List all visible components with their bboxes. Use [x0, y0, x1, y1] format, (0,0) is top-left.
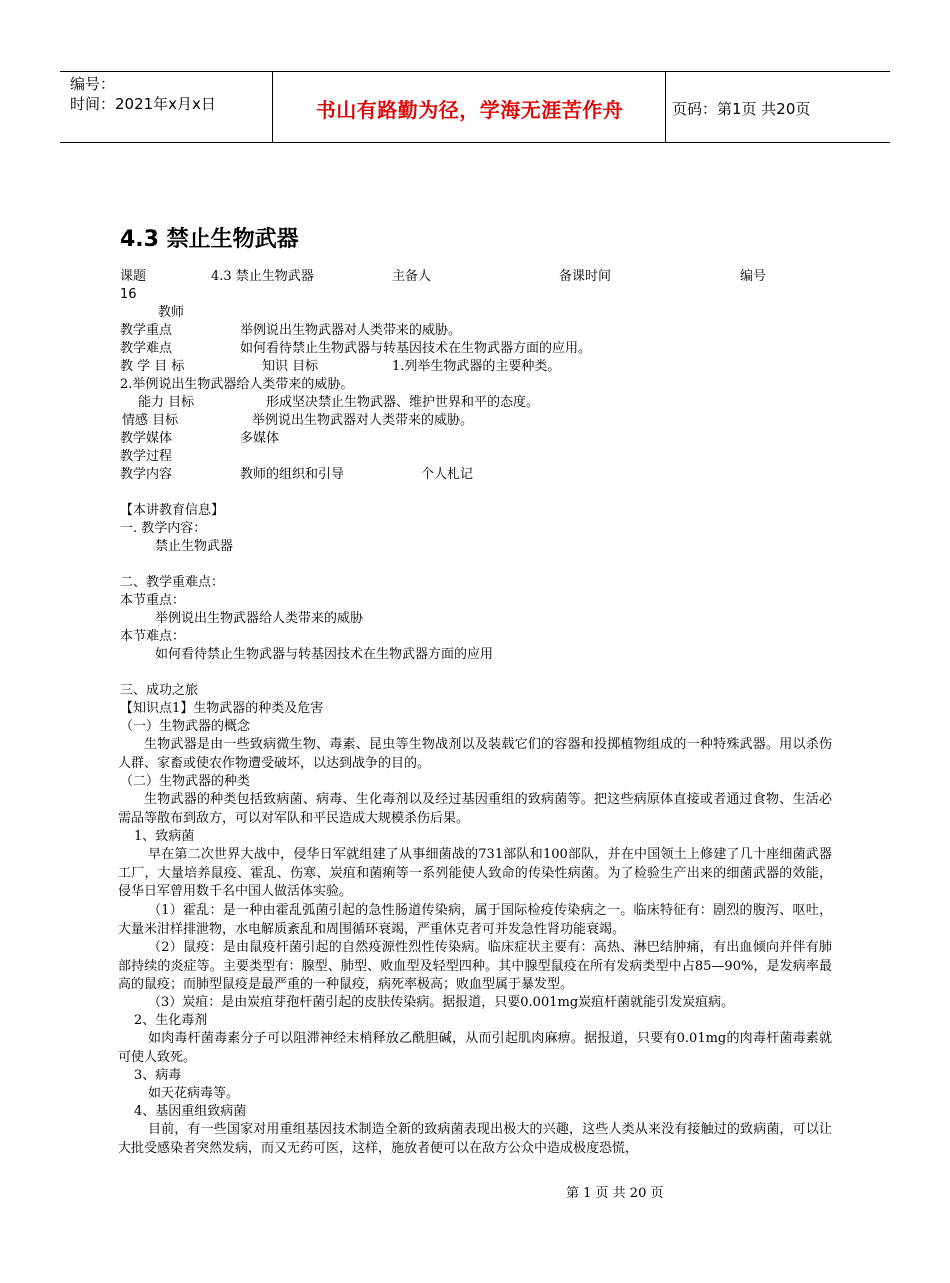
section-1-heading: 一. 教学内容：	[120, 521, 207, 536]
paragraph-pathogen: 早在第二次世界大战中，侵华日军就组建了从事细菌战的731部队和100部队，并在中国领土上修建了几十座细菌武器工厂，大量培养鼠疫、霍乱、伤寒、炭疽和菌痢等一系列能使人致命的传染性病菌。为了检验生产出来的细菌武器的效能，侵华日军曾用数千名中国人做活体实验。	[118, 847, 832, 899]
header-meta	[70, 74, 216, 114]
form-prep-time-label: 备课时间	[559, 269, 612, 284]
form-goals-label: 教 学 目 标	[120, 359, 185, 374]
form-ability-goal-label: 能力 目标	[138, 395, 195, 410]
paragraph-virus: 如天花病毒等。	[148, 1086, 240, 1101]
header-motto: 书山有路勤为径，学海无涯苦作舟	[315, 98, 624, 122]
form-knowledge-goal-2: 2.举例说出生物武器给人类带来的威胁。	[120, 377, 354, 392]
difficulty-label: 本节难点：	[120, 629, 186, 644]
form-media-value: 多媒体	[240, 431, 280, 446]
form-notes-label: 个人札记	[421, 467, 474, 482]
form-knowledge-goal-label: 知识 目标	[262, 359, 319, 374]
info-heading: 【本讲教育信息】	[120, 503, 225, 518]
form-key-label: 教学重点	[120, 323, 173, 338]
key-point-label: 本节重点：	[120, 593, 186, 608]
form-media-label: 教学媒体	[120, 431, 173, 446]
page-footer: 第 1 页 共 20 页	[566, 1186, 664, 1201]
form-content-label: 教学内容	[120, 467, 173, 482]
paragraph-plague: （2）鼠疫：是由鼠疫杆菌引起的自然疫源性烈性传染病。临床症状主要有：高热、淋巴结肿痛，有出血倾向并伴有肺部持续的炎症等。主要类型有：腺型、肺型、败血型及轻型四种。其中腺型鼠疫在所有发病类型中占85—90%，是发病率最高的鼠疫；而肺型鼠疫是最严重的一种鼠疫，病死率极高；败血型属于暴发型。	[118, 940, 832, 992]
subsection-types: （二）生物武器的种类	[120, 774, 251, 789]
form-guidance-label: 教师的组织和引导	[240, 467, 345, 482]
form-difficulty-value: 如何看待禁止生物武器与转基因技术在生物武器方面的应用。	[240, 341, 592, 356]
heading-biochem: 2、生化毒剂	[134, 1013, 208, 1028]
document-title: 4.3 禁止生物武器	[120, 227, 299, 252]
paragraph-anthrax: （3）炭疽：是由炭疽芽孢杆菌引起的皮肤传染病。据报道，只要0.001mg炭疽杆菌就能引发炭疽病。	[148, 995, 735, 1010]
subsection-concept: （一）生物武器的概念	[120, 719, 251, 734]
form-key-value: 举例说出生物武器对人类带来的威胁。	[240, 323, 462, 338]
form-process-label: 教学过程	[120, 449, 173, 464]
paragraph-biochem: 如肉毒杆菌毒素分子可以阻滞神经末梢释放乙酰胆碱，从而引起肌肉麻痹。据报道，只要有0.01mg的肉毒杆菌毒素就可使人致死。	[118, 1031, 832, 1065]
form-emotion-goal-label: 情感 目标	[122, 413, 179, 428]
form-subject-value: 4.3 禁止生物武器	[211, 269, 314, 284]
form-difficulty-label: 教学难点	[120, 341, 173, 356]
paragraph-recombinant: 目前，有一些国家对用重组基因技术制造全新的致病菌表现出极大的兴趣，这些人类从来没有接触过的致病菌，可以让大批受感染者突然发病，而又无药可医，这样，施放者便可以在敌方公众中造成极度恐慌，	[118, 1122, 832, 1156]
paragraph-concept: 生物武器是由一些致病微生物、毒素、昆虫等生物战剂以及装载它们的容器和投掷植物组成的一种特殊武器。用以杀伤人群、家畜或使农作物遭受破坏，以达到战争的目的。	[118, 737, 832, 771]
form-preparer-label: 主备人	[392, 269, 432, 284]
header-time: 时间：2021年x月x日	[70, 95, 216, 113]
key-point-text: 举例说出生物武器给人类带来的威胁	[155, 611, 364, 626]
header-top-rule	[60, 71, 890, 72]
paragraph-types: 生物武器的种类包括致病菌、病毒、生化毒剂以及经过基因重组的致病菌等。把这些病原体直接或者通过食物、生活必需品等散布到敌方，可以对军队和平民造成大规模杀伤后果。	[118, 792, 832, 826]
header-number: 编号：	[70, 75, 116, 93]
difficulty-text: 如何看待禁止生物武器与转基因技术在生物武器方面的应用	[155, 647, 494, 662]
heading-virus: 3、病毒	[134, 1068, 182, 1083]
section-3-heading: 三、成功之旅	[120, 683, 199, 698]
heading-pathogen: 1、致病菌	[134, 829, 195, 844]
knowledge-point-1: 【知识点1】生物武器的种类及危害	[120, 701, 324, 716]
header-page-number: 页码：第1页 共20页	[672, 100, 811, 118]
form-number-value: 16	[120, 287, 137, 302]
form-ability-goal-value: 形成坚决禁止生物武器、维护世界和平的态度。	[266, 395, 540, 410]
form-emotion-goal-value: 举例说出生物武器对人类带来的威胁。	[252, 413, 474, 428]
header-bottom-rule	[60, 142, 890, 143]
paragraph-cholera: （1）霍乱：是一种由霍乱弧菌引起的急性肠道传染病，属于国际检疫传染病之一。临床特征有：剧烈的腹泻、呕吐，大量米泔样排泄物，水电解质紊乱和周围循环衰竭，严重休克者可并发急性肾功能衰竭。	[118, 903, 832, 937]
form-number-label: 编号	[740, 269, 767, 284]
form-teacher-label: 教师	[158, 305, 185, 320]
section-1-text: 禁止生物武器	[155, 539, 234, 554]
heading-recombinant: 4、基因重组致病菌	[134, 1104, 247, 1119]
form-knowledge-goal-1: 1.列举生物武器的主要种类。	[392, 359, 561, 374]
section-2-heading: 二、教学重难点：	[120, 575, 225, 590]
form-subject-label: 课题	[120, 269, 147, 284]
